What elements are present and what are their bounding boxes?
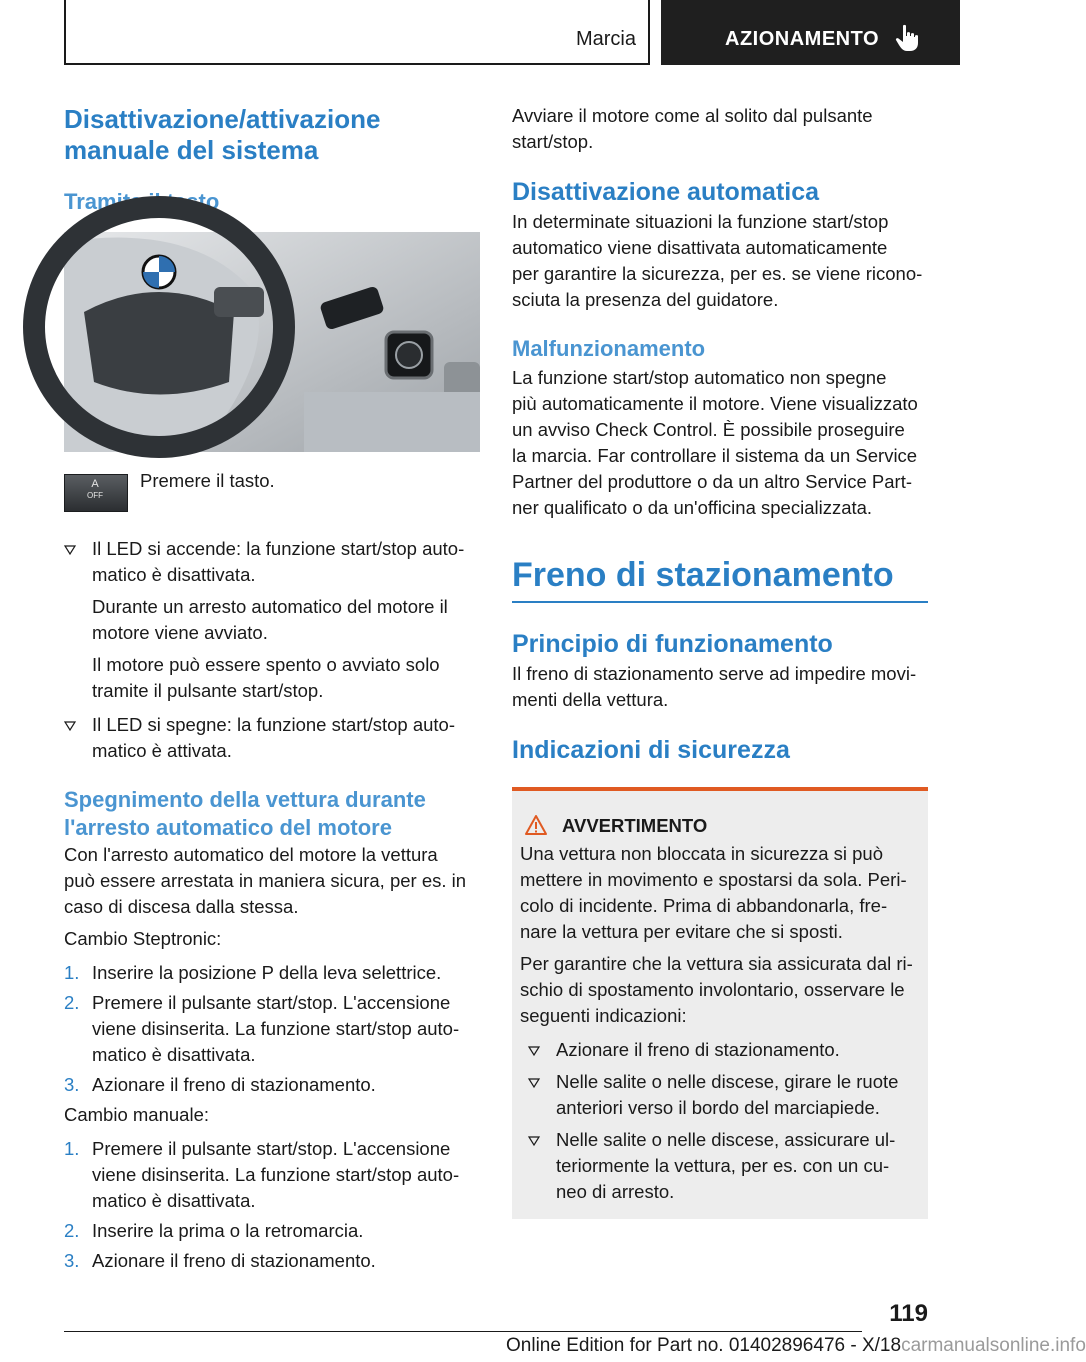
hand-pointer-icon (895, 24, 921, 52)
bullet-triangle-icon (528, 1136, 540, 1146)
step-line: Azionare il freno di stazionamento. (92, 1250, 376, 1271)
header-rule-divider (648, 0, 650, 64)
paragraph-line: seguenti indicazioni: (520, 1005, 687, 1026)
bullet-triangle-icon (528, 1046, 540, 1056)
paragraph-line: Una vettura non bloccata in sicurezza si può (520, 843, 884, 864)
numbered-step (64, 1072, 480, 1098)
step-line: viene disinserita. La funzione start/stop auto- (92, 1164, 460, 1185)
paragraph-line: automatico viene disattivata automaticamente (512, 237, 888, 258)
list-line: anteriori verso il bordo del marciapiede. (556, 1097, 880, 1118)
bullet-line: matico è attivata. (92, 740, 232, 761)
chapter-rule (512, 601, 928, 603)
paragraph-line: Il freno di stazionamento serve ad impedire movi- (512, 663, 917, 684)
bullet-line: Durante un arresto automatico del motore il (92, 596, 448, 617)
paragraph-line: nare la vettura per evitare che si sposti. (520, 921, 843, 942)
button-image-label-bottom: OFF (87, 491, 103, 500)
warning-triangle-icon (524, 814, 548, 836)
paragraph-line: la marcia. Far controllare il sistema da un Service (512, 445, 918, 466)
bullet-triangle-icon (64, 721, 76, 731)
paragraph-line: La funzione start/stop automatico non spegne (512, 367, 887, 388)
bullet-line: tramite il pulsante start/stop. (92, 680, 324, 701)
header-chapter-tab (661, 0, 960, 65)
paragraph-line: menti della vettura. (512, 689, 669, 710)
bullet-line: Il LED si accende: la funzione start/stop auto- (92, 538, 465, 559)
subheading-button: Tramite il tasto (64, 189, 220, 214)
auto-start-stop-off-button-image (64, 474, 128, 512)
subheading-line: Spegnimento della vettura durante (64, 787, 426, 812)
start-intro (512, 103, 928, 155)
subheading-stop-vehicle (64, 786, 480, 842)
list-line: neo di arresto. (556, 1181, 675, 1202)
left-column (64, 100, 480, 1274)
bullet-line: motore viene avviato. (92, 622, 268, 643)
list-line: Nelle salite o nelle discese, girare le ruote (556, 1071, 899, 1092)
steering-wheel-illustration (64, 232, 480, 452)
button-caption-row (64, 472, 480, 522)
paragraph-line: Avviare il motore come al solito dal pulsante (512, 105, 873, 126)
step-line: Premere il pulsante start/stop. L'accensione (92, 1138, 451, 1159)
footer-edition (506, 1335, 1086, 1357)
bullet-line: Il LED si spegne: la funzione start/stop auto- (92, 714, 456, 735)
step-line: Azionare il freno di stazionamento. (92, 1074, 376, 1095)
bullet-triangle-icon (64, 545, 76, 555)
step-number: 1. (64, 962, 80, 983)
paragraph-line: per garantire la sicurezza, per es. se viene ricono- (512, 263, 923, 284)
step-number: 3. (64, 1074, 80, 1095)
auto-deactivation-text (512, 209, 928, 313)
step-number: 1. (64, 1138, 80, 1159)
warning-paragraph (520, 951, 920, 1029)
list-line: teriormente la vettura, per es. con un cu- (556, 1155, 890, 1176)
paragraph-line: ner qualificato o da un'officina specializzata. (512, 497, 873, 518)
footer-rule (64, 1331, 862, 1332)
paragraph-line: schio di spostamento involontario, osservare le (520, 979, 905, 1000)
step-line: Inserire la posizione P della leva selettrice. (92, 962, 442, 983)
numbered-step (64, 960, 480, 986)
right-column (512, 100, 928, 1219)
warning-title-text: AVVERTIMENTO (562, 815, 708, 836)
paragraph-line: colo di incidente. Prima di abbandonarla, fre- (520, 895, 888, 916)
step-line: Premere il pulsante start/stop. L'accensione (92, 992, 451, 1013)
list-line: Azionare il freno di stazionamento. (556, 1039, 840, 1060)
step-line: matico è disattivata. (92, 1190, 256, 1211)
step-line: viene disinserita. La funzione start/stop auto- (92, 1018, 460, 1039)
page-number: 119 (889, 1300, 928, 1327)
bullet-item (64, 536, 480, 704)
principle-text (512, 661, 928, 713)
paragraph-line: Con l'arresto automatico del motore la vettura (64, 844, 438, 865)
bullet-line: matico è disattivata. (92, 564, 256, 585)
manual-label: Cambio manuale: (64, 1104, 209, 1125)
paragraph-line: mettere in movimento e spostarsi da sola. Peri- (520, 869, 907, 890)
warning-paragraph (520, 841, 920, 945)
chapter-heading-parking-brake: Freno di stazionamento (512, 556, 894, 594)
malfunction-text (512, 365, 928, 521)
paragraph-line: sciuta la presenza del guidatore. (512, 289, 779, 310)
warning-title (520, 813, 920, 839)
warning-list-item (528, 1069, 920, 1121)
step-number: 3. (64, 1250, 80, 1271)
step-number: 2. (64, 1220, 80, 1241)
subheading-line: l'arresto automatico del motore (64, 815, 392, 840)
paragraph-line: start/stop. (512, 131, 594, 152)
numbered-step (64, 1248, 480, 1274)
step-line: matico è disattivata. (92, 1044, 256, 1065)
header-chapter-label: AZIONAMENTO (725, 28, 880, 50)
warning-list-item (528, 1127, 920, 1205)
paragraph-line: Partner del produttore o da un altro Service Part- (512, 471, 913, 492)
paragraph-line: caso di discesa dalla stessa. (64, 896, 299, 917)
heading-principle: Principio di funzionamento (512, 630, 833, 658)
numbered-step (64, 1218, 480, 1244)
bullet-line: Il motore può essere spento o avviato solo (92, 654, 440, 675)
steptronic-steps (64, 960, 480, 1098)
button-image-label-top: A (91, 478, 99, 490)
footer-edition-text: Online Edition for Part no. 01402896476 - X/18 (506, 1335, 902, 1356)
header-section-label: Marcia (575, 28, 636, 50)
paragraph-line: Per garantire che la vettura sia assicurata dal ri- (520, 953, 913, 974)
heading-auto-deactivation: Disattivazione automatica (512, 178, 820, 206)
steering-wheel-photo (64, 232, 480, 452)
warning-list (520, 1037, 920, 1205)
paragraph-line: più automaticamente il motore. Viene visualizzato (512, 393, 918, 414)
manual-steps (64, 1136, 480, 1274)
stop-vehicle-intro (64, 842, 480, 920)
header-rule-left (64, 0, 66, 64)
list-line: Nelle salite o nelle discese, assicurare ul- (556, 1129, 896, 1150)
numbered-step (64, 990, 480, 1068)
numbered-step (64, 1136, 480, 1214)
step-number: 2. (64, 992, 80, 1013)
paragraph-line: un avviso Check Control. È possibile proseguire (512, 419, 905, 440)
bullet-item (64, 712, 480, 764)
warning-list-item (528, 1037, 920, 1063)
heading-safety: Indicazioni di sicurezza (512, 736, 790, 764)
section-heading-manual: Disattivazione/attivazione manuale del sistema (64, 104, 381, 165)
paragraph-line: può essere arrestata in maniera sicura, per es. in (64, 870, 467, 891)
step-line: Inserire la prima o la retromarcia. (92, 1220, 364, 1241)
warning-box (512, 787, 928, 1219)
header-rule-bottom (64, 63, 650, 65)
paragraph-line: In determinate situazioni la funzione start/stop (512, 211, 889, 232)
steptronic-label: Cambio Steptronic: (64, 928, 222, 949)
bullet-triangle-icon (528, 1078, 540, 1088)
footer-watermark: carmanualsonline.info (901, 1335, 1086, 1356)
button-caption: Premere il tasto. (140, 470, 275, 491)
heading-malfunction: Malfunzionamento (512, 336, 706, 361)
